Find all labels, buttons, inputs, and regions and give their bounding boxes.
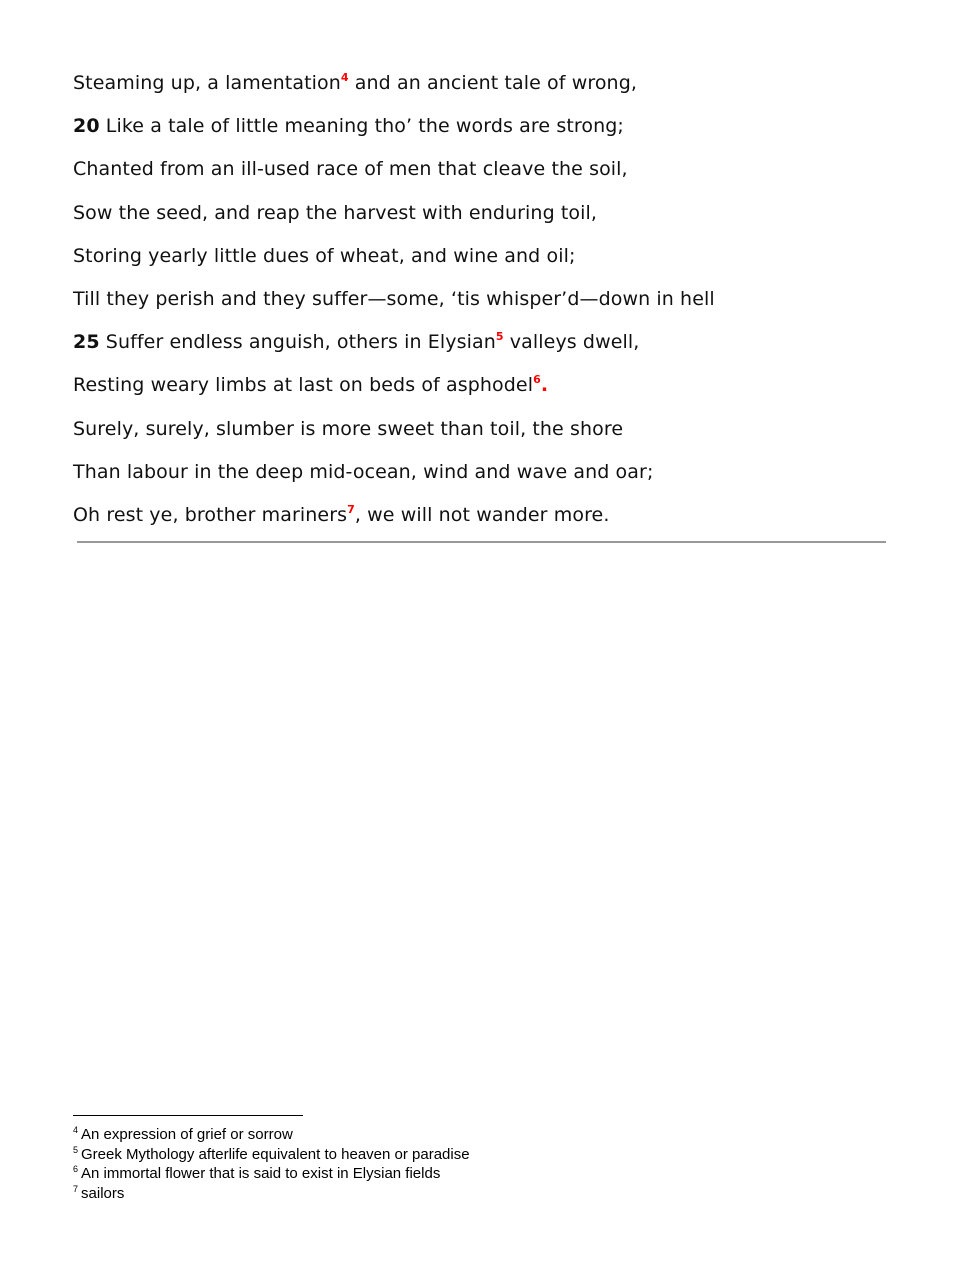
poem-line: [73, 192, 913, 235]
poem-line: [73, 494, 913, 537]
line-text: , we will not wander more.: [354, 503, 610, 526]
footnote-item: [73, 1184, 470, 1204]
footnote-text: An immortal flower that is said to exist in Elysian fields: [81, 1165, 441, 1182]
line-text: and an ancient tale of wrong,: [348, 72, 637, 94]
footnote-text: An expression of grief or sorrow: [81, 1126, 293, 1143]
footnote-ref-7[interactable]: 7: [347, 502, 355, 516]
poem-line: [73, 62, 913, 105]
footnote-item: [73, 1145, 470, 1165]
footnote-separator: [73, 1115, 303, 1116]
line-text: Resting weary limbs at last on beds of asphodel: [73, 374, 534, 397]
footnote-number: 5: [73, 1144, 79, 1155]
line-text: Storing yearly little dues of wheat, and wine and oil;: [73, 244, 576, 267]
footnote-ref-6[interactable]: 6: [533, 373, 541, 387]
section-divider: [77, 541, 886, 543]
line-text: Suffer endless anguish, others in Elysian: [99, 331, 496, 354]
line-text: valleys dwell,: [503, 331, 640, 354]
poem-line: [73, 278, 913, 321]
line-text: Sow the seed, and reap the harvest with enduring toil,: [73, 201, 598, 224]
footnote-number: 6: [73, 1164, 79, 1174]
footnote-text: sailors: [81, 1184, 125, 1202]
footnote-ref-5[interactable]: 5: [495, 330, 504, 344]
poem-line: [73, 364, 913, 407]
line-text: Like a tale of little meaning tho’ the words are strong;: [99, 115, 624, 138]
poem-line: [73, 451, 913, 494]
line-number: 25: [73, 331, 100, 354]
poem-line: [73, 408, 913, 451]
poem-line: [73, 105, 913, 148]
footnotes: [73, 1125, 470, 1203]
red-period: .: [540, 374, 549, 397]
line-text: Chanted from an ill-used race of men that cleave the soil,: [73, 158, 628, 181]
line-text: Oh rest ye, brother mariners: [73, 503, 348, 526]
line-text: Surely, surely, slumber is more sweet than toil, the shore: [73, 417, 624, 440]
line-text: Than labour in the deep mid-ocean, wind and wave and oar;: [73, 460, 654, 483]
poem-stanza: [73, 62, 913, 537]
footnote-item: [73, 1164, 470, 1184]
poem-line: [73, 235, 913, 278]
footnote-number: 4: [73, 1125, 79, 1135]
line-text: Till they perish and they suffer—some, ‘tis whisper’d—down in hell: [73, 287, 715, 310]
footnote-ref-4[interactable]: 4: [340, 71, 349, 84]
footnote-text: Greek Mythology afterlife equivalent to heaven or paradise: [81, 1145, 470, 1163]
footnote-number: 7: [73, 1183, 79, 1194]
poem-line: [73, 321, 913, 364]
line-text: Steaming up, a lamentation: [73, 72, 341, 94]
poem-line: [73, 148, 913, 191]
line-number: 20: [73, 115, 100, 138]
footnote-item: [73, 1125, 470, 1145]
